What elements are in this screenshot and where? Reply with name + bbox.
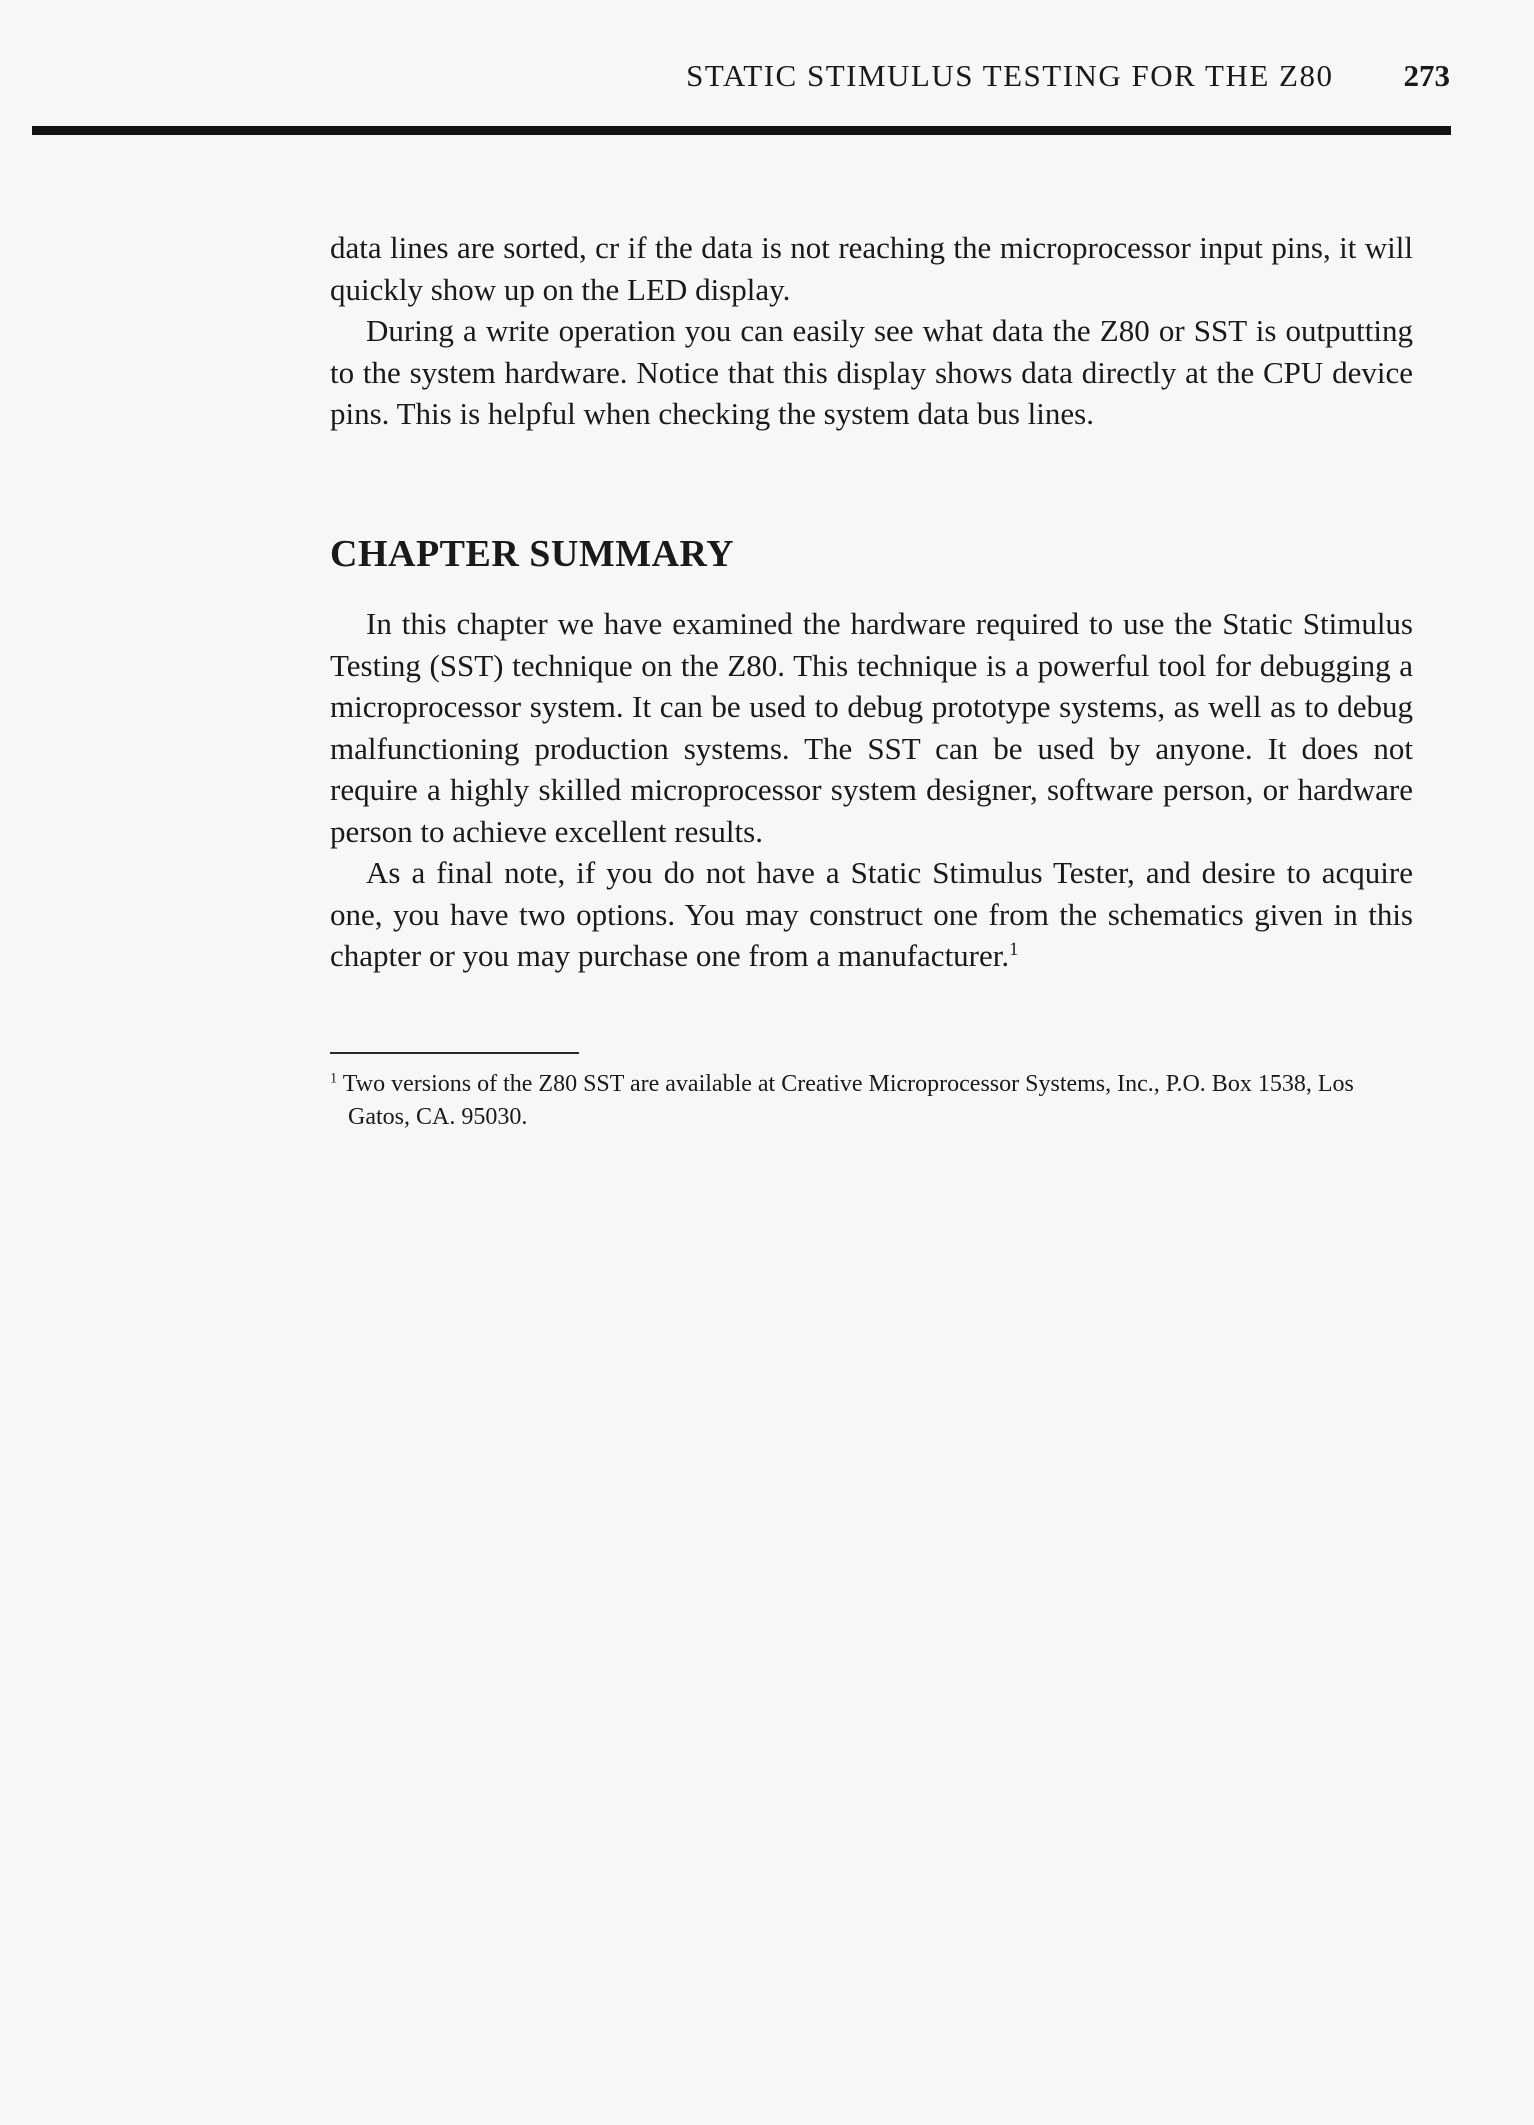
running-head-title: STATIC STIMULUS TESTING FOR THE Z80 xyxy=(686,58,1334,93)
paragraph-text: As a final note, if you do not have a Static Stimulus Tester, and desire to acquire one, you have two options. You may construct one from the schematics given in this chapter or you may purchase one from a manufacturer. xyxy=(330,855,1413,973)
page-number: 273 xyxy=(1403,58,1450,93)
continuation-text xyxy=(330,227,1413,435)
footnote-rule xyxy=(330,1052,579,1054)
footnote-text: Two versions of the Z80 SST are available at Creative Microprocessor Systems, Inc., P.O. Box 1538, Los Gatos, CA. 95030. xyxy=(342,1071,1354,1130)
paragraph xyxy=(330,852,1413,977)
footnote-reference: 1 xyxy=(1009,938,1019,960)
paragraph: data lines are sorted, cr if the data is not reaching the microprocessor input pins, it will quickly show up on the LED display. xyxy=(330,230,1413,307)
header-rule xyxy=(32,126,1451,135)
running-head xyxy=(40,58,1450,102)
footnote-marker: 1 xyxy=(330,1070,338,1087)
section-heading: CHAPTER SUMMARY xyxy=(330,533,735,575)
paragraph: During a write operation you can easily see what data the Z80 or SST is outputting to the system hardware. Notice that this display shows data directly at the CPU device pins. This is helpful when checking the system data bus lines. xyxy=(330,313,1413,431)
footnote xyxy=(330,1068,1413,1134)
chapter-summary-text xyxy=(330,603,1413,977)
paragraph: In this chapter we have examined the hardware required to use the Static Stimulus Testing (SST) technique on the Z80. This technique is a powerful tool for debugging a microprocessor system. It can be used to debug prototype systems, as well as to debug malfunctioning production systems. The SST can be used by anyone. It does not require a highly skilled microprocessor system designer, software person, or hardware person to achieve excellent results. xyxy=(330,606,1413,849)
